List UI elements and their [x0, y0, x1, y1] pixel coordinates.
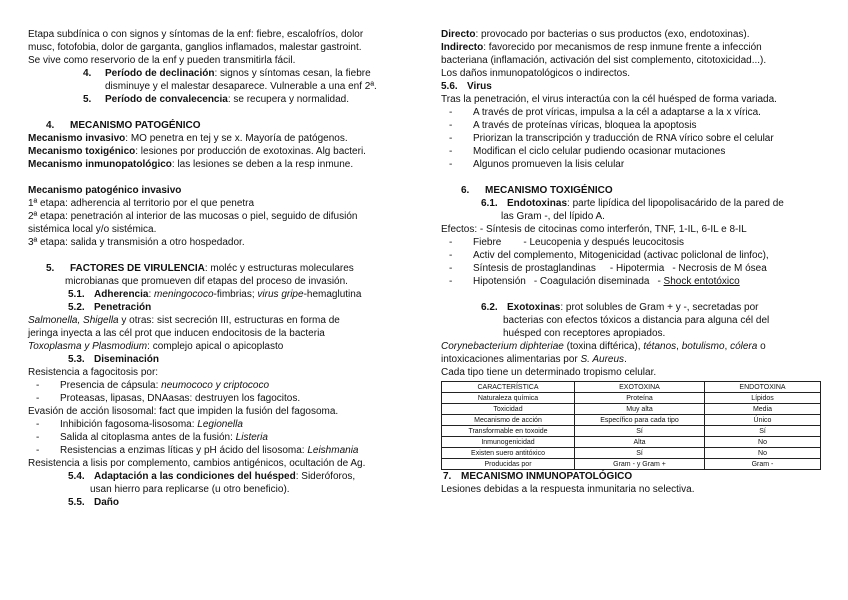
list-item: - A través de proteínas víricas, bloquea la apoptosis — [441, 119, 821, 132]
mecanismo-toxigenico-line: Mecanismo toxigénico: lesiones por producción de exotoxinas. Alg bacteri. — [28, 146, 366, 157]
adherencia-line: 5.1. Adherencia: meningococo-fimbrias; virus gripe-hemaglutina — [68, 289, 362, 300]
table-row — [442, 426, 821, 437]
table-cell: No — [705, 448, 821, 459]
table-cell: Lípidos — [705, 393, 821, 404]
table-row — [442, 437, 821, 448]
penetracion-line: Toxoplasma y Plasmodium: complejo apical o apicoplasto — [28, 341, 284, 352]
list-item: - Presencia de cápsula: neumococo y criptococo — [28, 379, 414, 392]
etapa-line: 3ª etapa: salida y transmisión a otro hospedador. — [28, 237, 245, 248]
section-heading-mecanismo-patogenico: 4. MECANISMO PATOGÉNICO — [46, 120, 201, 131]
efectos-list — [441, 236, 821, 288]
efectos-line: Efectos: - Síntesis de citocinas como interferón, TNF, 1-IL, 6-IL e 8-IL — [441, 224, 747, 235]
exotoxinas-cont: huésped con receptores apropiados. — [503, 328, 666, 339]
table-cell: Sí — [575, 448, 705, 459]
penetracion-line: Salmonella, Shigella y otras: sist secreción III, estructuras en forma de — [28, 315, 340, 326]
exotoxinas-line: 6.2. Exotoxinas: prot solubles de Gram + y -, secretadas por — [481, 302, 759, 313]
table-row — [442, 448, 821, 459]
list-item: - Resistencias a enzimas líticas y pH ácido del lisosoma: Leishmania — [28, 444, 414, 457]
list-item: - Hipotensión - Coagulación diseminada - Shock entotóxico — [441, 275, 821, 288]
section-heading-mecanismo-toxigenico: 6. MECANISMO TOXIGÉNICO — [461, 185, 613, 196]
fagocitosis-list — [28, 379, 414, 405]
list-item: - Priorizan la transcripción y traducción de RNA vírico sobre el celular — [441, 132, 821, 145]
declinacion-line: 4. Período de declinación: signos y síntomas cesan, la fiebre — [83, 68, 371, 79]
table-cell: Único — [705, 415, 821, 426]
table-cell: Proteína — [575, 393, 705, 404]
factores-cont: microbianas que promueven dif etapas del proceso de invasión. — [65, 276, 348, 287]
table-cell: Sí — [575, 426, 705, 437]
virus-list — [441, 106, 821, 171]
list-item: - Algunos promueven la lisis celular — [441, 158, 821, 171]
list-item: - Inhibición fagosoma-lisosoma: Legionella — [28, 418, 414, 431]
directo-line: Directo: provocado por bacterias o sus productos (exo, endotoxinas). — [441, 29, 750, 40]
etapa-line: 1ª etapa: adherencia al territorio por el que penetra — [28, 198, 255, 209]
virus-intro: Tras la penetración, el virus interactúa con la cél huésped de forma variada. — [441, 94, 777, 105]
convalecencia-line: 5. Período de convalecencia: se recupera y normalidad. — [83, 94, 349, 105]
evasion-title: Evasión de acción lisosomal: fact que impiden la fusión del fagosoma. — [28, 406, 339, 417]
table-cell: Existen suero antitóxico — [442, 448, 575, 459]
table-row — [442, 393, 821, 404]
table-cell: Media — [705, 404, 821, 415]
list-item: - Activ del complemento, Mitogenicidad (activac policlonal de linfoc), — [441, 249, 821, 262]
right-column — [441, 28, 821, 496]
table-cell: Sí — [705, 426, 821, 437]
table-row — [442, 415, 821, 426]
exotoxinas-cont: bacterias con efectos tóxicos a distancia para alguna cél del — [503, 315, 770, 326]
list-item: - Proteasas, lipasas, DNAasas: destruyen los fagocitos. — [28, 392, 414, 405]
penetracion-heading: 5.2. Penetración — [68, 302, 152, 313]
declinacion-title: Período de declinación — [105, 68, 215, 79]
table-cell: Específico para cada tipo — [575, 415, 705, 426]
etapa-line: sistémica local y/o sistémica. — [28, 224, 157, 235]
table-cell: Gram - y Gram + — [575, 459, 705, 470]
corynebacterium-line: Corynebacterium diphteriae (toxina diftérica), tétanos, botulismo, cólera o — [441, 341, 766, 352]
left-column — [28, 28, 414, 509]
table-cell: Naturaleza química — [442, 393, 575, 404]
list-item: - Fiebre - Leucopenia y después leucocitosis — [441, 236, 821, 249]
intro-line: musc, fotofobia, dolor de garganta, ganglios inflamados, malestar gastroint. — [28, 42, 362, 53]
dano-heading: 5.5. Daño — [68, 497, 119, 508]
fagocitosis-title: Resistencia a fagocitosis por: — [28, 367, 159, 378]
column-header: ENDOTOXINA — [705, 382, 821, 393]
evasion-list — [28, 418, 414, 457]
table-cell: Transformable en toxoide — [442, 426, 575, 437]
table-cell: Gram - — [705, 459, 821, 470]
endotoxinas-line: 6.1. Endotoxinas: parte lipídica del lipopolisacárido de la pared de — [481, 198, 784, 209]
table-cell: No — [705, 437, 821, 448]
table-cell: Muy alta — [575, 404, 705, 415]
mecanismo-invasivo-line: Mecanismo invasivo: MO penetra en tej y se x. Mayoría de patógenos. — [28, 133, 348, 144]
danos-line: Los daños inmunopatológicos o indirectos. — [441, 68, 631, 79]
intro-line: Etapa subdínica o con signos y síntomas de la enf: fiebre, escalofríos, dolor — [28, 29, 364, 40]
endotoxinas-cont: las Gram -, del lípido A. — [501, 211, 605, 222]
table-cell: Producidas por — [442, 459, 575, 470]
table-cell: Mecanismo de acción — [442, 415, 575, 426]
column-header: CARACTERÍSTICA — [442, 382, 575, 393]
adaptacion-cont: usan hierro para replicarse (u otro beneficio). — [90, 484, 290, 495]
tropismo-line: Cada tipo tiene un determinado tropismo celular. — [441, 367, 657, 378]
toxin-comparison-table — [441, 381, 821, 470]
section-heading-factores: 5. FACTORES DE VIRULENCIA: moléc y estructuras moleculares — [46, 263, 354, 274]
inmunopatologico-line: Lesiones debidas a la respuesta inmunitaria no selectiva. — [441, 484, 695, 495]
table-cell: Toxicidad — [442, 404, 575, 415]
table-cell: Inmunogenicidad — [442, 437, 575, 448]
intoxicaciones-line: intoxicaciones alimentarias por S. Aureus. — [441, 354, 627, 365]
table-row — [442, 404, 821, 415]
penetracion-line: jeringa inyecta a las cél prot que inducen endocitosis de la bacteria — [28, 328, 325, 339]
etapa-line: 2ª etapa: penetración al interior de las mucosas o piel, seguido de difusión — [28, 211, 358, 222]
table-header-row — [442, 382, 821, 393]
table-cell: Alta — [575, 437, 705, 448]
patogenico-invasivo-title: Mecanismo patogénico invasivo — [28, 185, 182, 196]
list-item: - Síntesis de prostaglandinas - Hipotermia - Necrosis de M ósea — [441, 262, 821, 275]
table-row — [442, 459, 821, 470]
intro-line: Se vive como reservorio de la enf y pueden transmitirla fácil. — [28, 55, 296, 66]
adaptacion-line: 5.4. Adaptación a las condiciones del huésped: Sideróforos, — [68, 471, 356, 482]
column-header: EXOTOXINA — [575, 382, 705, 393]
virus-heading: 5.6. Virus — [441, 81, 492, 92]
list-item: - Salida al citoplasma antes de la fusión: Listeria — [28, 431, 414, 444]
lisis-line: Resistencia a lisis por complemento, cambios antigénicos, ocultación de Ag. — [28, 458, 366, 469]
section-heading-mecanismo-inmunopatologico: 7. MECANISMO INMUNOPATOLÓGICO — [443, 471, 633, 482]
list-item: - A través de prot víricas, impulsa a la cél a adaptarse a la x vírica. — [441, 106, 821, 119]
declinacion-cont: disminuye y el malestar desaparece. Vulnerable a una enf 2ª. — [105, 81, 377, 92]
convalecencia-title: Período de convalecencia — [105, 94, 228, 105]
mecanismo-inmuno-line: Mecanismo inmunopatológico: las lesiones se deben a la resp inmune. — [28, 159, 354, 170]
indirecto-cont: bacteriana (inflamación, activación del sist complemento, citotoxicidad...). — [441, 55, 767, 66]
indirecto-line: Indirecto: favorecido por mecanismos de resp inmune frente a infección — [441, 42, 762, 53]
list-item: - Modifican el ciclo celular pudiendo ocasionar mutaciones — [441, 145, 821, 158]
diseminacion-heading: 5.3. Diseminación — [68, 354, 160, 365]
